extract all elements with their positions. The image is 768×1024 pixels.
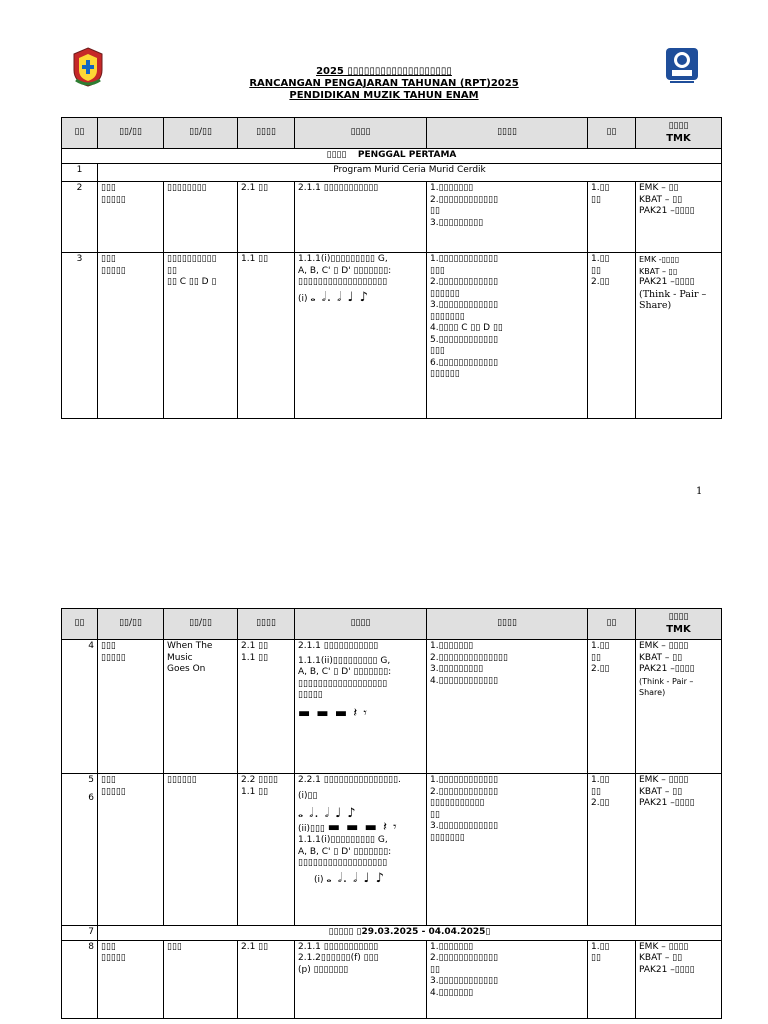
activities-cell: 1.▯▯▯▯▯▯▯▯▯▯▯▯ ▯▯▯ 2.▯▯▯▯▯▯▯▯▯▯▯▯ ▯▯▯▯▯▯ 3.▯▯▯▯▯▯▯▯▯▯▯▯ ▯▯▯▯▯▯▯ 4.▯▯▯▯ C ▯▯ D ▯▯ 5.▯▯▯▯▯▯▯▯▯▯▯▯ ▯▯▯ 6.▯▯▯▯▯▯▯▯▯▯▯▯ ▯▯▯▯▯▯ <box>427 253 588 419</box>
title-line-3: PENDIDIKAN MUZIK TAHUN ENAM <box>289 90 479 101</box>
activities-cell: 1.▯▯▯▯▯▯▯ 2.▯▯▯▯▯▯▯▯▯▯▯▯ ▯▯ 3.▯▯▯▯▯▯▯▯▯▯▯▯ 4.▯▯▯▯▯▯▯ <box>427 940 588 1018</box>
col-topic: ▯▯/▯▯ <box>164 118 238 149</box>
content-cell: 2.2.1 ▯▯▯▯▯▯▯▯▯▯▯▯▯▯▯. (i)▯▯ 𝅝 𝅗𝅥. 𝅗𝅥 ♩ ♪ (ii)▯▯▯ ▬ ▬ ▬ 𝄽 𝄾 1.1.1(i)▯▯▯▯▯▯▯▯▯ G, A, B, C' ▯ D' ▯▯▯▯▯▯▯: ▯▯▯▯▯▯▯▯▯▯▯▯▯▯▯▯▯▯ (i) 𝅝 𝅗𝅥. 𝅗𝅥 ♩ ♪ <box>295 774 427 926</box>
col-notes: ▯▯ <box>588 609 636 640</box>
unit-cell: ▯▯▯ ▯▯▯▯▯ <box>98 640 164 774</box>
col-standard: ▯▯▯▯ <box>238 609 295 640</box>
notes-cell: 1.▯▯ ▯▯ 2.▯▯ <box>588 640 636 774</box>
music-notation: ▬ ▬ ▬ 𝄽 𝄾 <box>327 819 398 835</box>
music-notation: 𝅝 𝅗𝅥. 𝅗𝅥 ♩ ♪ <box>326 870 385 886</box>
tmk-cell: EMK – ▯▯▯▯ KBAT – ▯▯ PAK21 –▯▯▯▯ <box>636 940 722 1018</box>
table-row <box>62 940 722 1018</box>
table-row <box>62 164 722 182</box>
col-week: ▯▯ <box>62 118 98 149</box>
holiday-row <box>62 926 722 941</box>
col-tmk-title: TMK <box>666 132 691 144</box>
tmk-cell: EMK -▯▯▯▯ KBAT – ▯▯ PAK21 –▯▯▯▯ (Think - Pair – Share) <box>636 253 722 419</box>
table-header-row <box>62 118 722 149</box>
notes-cell: 1.▯▯ ▯▯ 2.▯▯ <box>588 253 636 419</box>
col-standard: ▯▯▯▯ <box>238 118 295 149</box>
col-tmk-title: TMK <box>666 623 691 635</box>
content-cell: 2.1.1 ▯▯▯▯▯▯▯▯▯▯▯ 1.1.1(ii)▯▯▯▯▯▯▯▯▯ G, A, B, C' ▯ D' ▯▯▯▯▯▯▯: ▯▯▯▯▯▯▯▯▯▯▯▯▯▯▯▯▯▯ ▯▯▯▯▯ ▬ ▬ ▬ 𝄽 𝄾 <box>295 640 427 774</box>
week-cell: 5 6 <box>62 774 98 926</box>
term-name: PENGGAL PERTAMA <box>357 150 457 160</box>
col-unit: ▯▯/▯▯ <box>98 609 164 640</box>
content-cell: 1.1.1(i)▯▯▯▯▯▯▯▯▯ G, A, B, C' ▯ D' ▯▯▯▯▯▯▯: ▯▯▯▯▯▯▯▯▯▯▯▯▯▯▯▯▯▯ (i) 𝅝 𝅗𝅥. 𝅗𝅥 ♩ ♪ <box>295 253 427 419</box>
week-cell: 7 <box>62 926 98 941</box>
standard-cell: 2.1 ▯▯ <box>238 182 295 253</box>
topic-cell: When The Music Goes On <box>164 640 238 774</box>
col-tmk <box>636 609 722 640</box>
standard-cell: 2.2 ▯▯▯▯ 1.1 ▯▯ <box>238 774 295 926</box>
topic-cell: ▯▯▯▯▯▯▯▯ <box>164 182 238 253</box>
tmk-cell: EMK – ▯▯ KBAT – ▯▯ PAK21 –▯▯▯▯ <box>636 182 722 253</box>
col-notes: ▯▯ <box>588 118 636 149</box>
col-tmk-label: ▯▯▯▯ <box>668 612 689 622</box>
tmk-cell: EMK – ▯▯▯▯ KBAT – ▯▯ PAK21 –▯▯▯▯ <box>636 774 722 926</box>
music-notation: ▬ ▬ ▬ 𝄽 𝄾 <box>298 705 368 721</box>
tmk-cell: EMK – ▯▯▯▯ KBAT – ▯▯ PAK21 –▯▯▯▯ (Think - Pair – Share) <box>636 640 722 774</box>
col-content: ▯▯▯▯ <box>295 609 427 640</box>
title-line-2: RANCANGAN PENGAJARAN TAHUNAN (RPT)2025 <box>249 78 519 89</box>
col-unit: ▯▯/▯▯ <box>98 118 164 149</box>
week-cell: 1 <box>62 164 98 182</box>
activities-cell: 1.▯▯▯▯▯▯▯ 2.▯▯▯▯▯▯▯▯▯▯▯▯ ▯▯ 3.▯▯▯▯▯▯▯▯▯ <box>427 182 588 253</box>
notes-cell: 1.▯▯ ▯▯ <box>588 940 636 1018</box>
document-title <box>0 66 768 102</box>
table-row <box>62 253 722 419</box>
week-cell: 3 <box>62 253 98 419</box>
standard-cell: 1.1 ▯▯ <box>238 253 295 419</box>
col-week: ▯▯ <box>62 609 98 640</box>
content-cell: 2.1.1 ▯▯▯▯▯▯▯▯▯▯▯ 2.1.2▯▯▯▯▯▯(f) ▯▯▯ (p) ▯▯▯▯▯▯▯ <box>295 940 427 1018</box>
standard-cell: 2.1 ▯▯ <box>238 940 295 1018</box>
notes-cell: 1.▯▯ ▯▯ 2.▯▯ <box>588 774 636 926</box>
unit-cell: ▯▯▯ ▯▯▯▯▯ <box>98 182 164 253</box>
col-topic: ▯▯/▯▯ <box>164 609 238 640</box>
table-row <box>62 182 722 253</box>
table-header-row <box>62 609 722 640</box>
music-notation: 𝅝 𝅗𝅥. 𝅗𝅥 ♩ ♪ <box>310 289 369 305</box>
unit-cell: ▯▯▯ ▯▯▯▯▯ <box>98 774 164 926</box>
program-cell: Program Murid Ceria Murid Cerdik <box>98 164 722 182</box>
table-row <box>62 774 722 926</box>
topic-cell: ▯▯▯ <box>164 940 238 1018</box>
col-activities: ▯▯▯▯ <box>427 118 588 149</box>
music-notation: 𝅝 𝅗𝅥. 𝅗𝅥 ♩ ♪ <box>298 806 357 821</box>
col-content: ▯▯▯▯ <box>295 118 427 149</box>
topic-cell: ▯▯▯▯▯▯ <box>164 774 238 926</box>
topic-cell: ▯▯▯▯▯▯▯▯▯▯ ▯▯ ▯▯ C ▯▯ D ▯ <box>164 253 238 419</box>
standard-cell: 2.1 ▯▯ 1.1 ▯▯ <box>238 640 295 774</box>
activities-cell: 1.▯▯▯▯▯▯▯▯▯▯▯▯ 2.▯▯▯▯▯▯▯▯▯▯▯▯ ▯▯▯▯▯▯▯▯▯▯▯ ▯▯ 3.▯▯▯▯▯▯▯▯▯▯▯▯ ▯▯▯▯▯▯▯ <box>427 774 588 926</box>
activities-cell: 1.▯▯▯▯▯▯▯ 2.▯▯▯▯▯▯▯▯▯▯▯▯▯▯ 3.▯▯▯▯▯▯▯▯▯ 4.▯▯▯▯▯▯▯▯▯▯▯▯ <box>427 640 588 774</box>
week-cell: 2 <box>62 182 98 253</box>
col-tmk <box>636 118 722 149</box>
term-row <box>62 149 722 164</box>
col-tmk-label: ▯▯▯▯ <box>668 121 689 131</box>
table-row <box>62 640 722 774</box>
rpt-table-page-1 <box>61 117 722 419</box>
title-line-1: 2025 ▯▯▯▯▯▯▯▯▯▯▯▯▯▯▯▯▯▯▯ <box>316 66 452 77</box>
week-cell: 4 <box>62 640 98 774</box>
term-label: ▯▯▯▯ PENGGAL PERTAMA <box>62 149 722 164</box>
holiday-cell: ▯▯▯▯▯ ▯29.03.2025 - 04.04.2025▯ <box>98 926 722 941</box>
week-cell: 8 <box>62 940 98 1018</box>
col-activities: ▯▯▯▯ <box>427 609 588 640</box>
unit-cell: ▯▯▯ ▯▯▯▯▯ <box>98 253 164 419</box>
page-number: 1 <box>696 486 703 497</box>
notes-cell: 1.▯▯ ▯▯ <box>588 182 636 253</box>
rpt-table-page-2 <box>61 608 722 1019</box>
content-cell: 2.1.1 ▯▯▯▯▯▯▯▯▯▯▯ <box>295 182 427 253</box>
unit-cell: ▯▯▯ ▯▯▯▯▯ <box>98 940 164 1018</box>
